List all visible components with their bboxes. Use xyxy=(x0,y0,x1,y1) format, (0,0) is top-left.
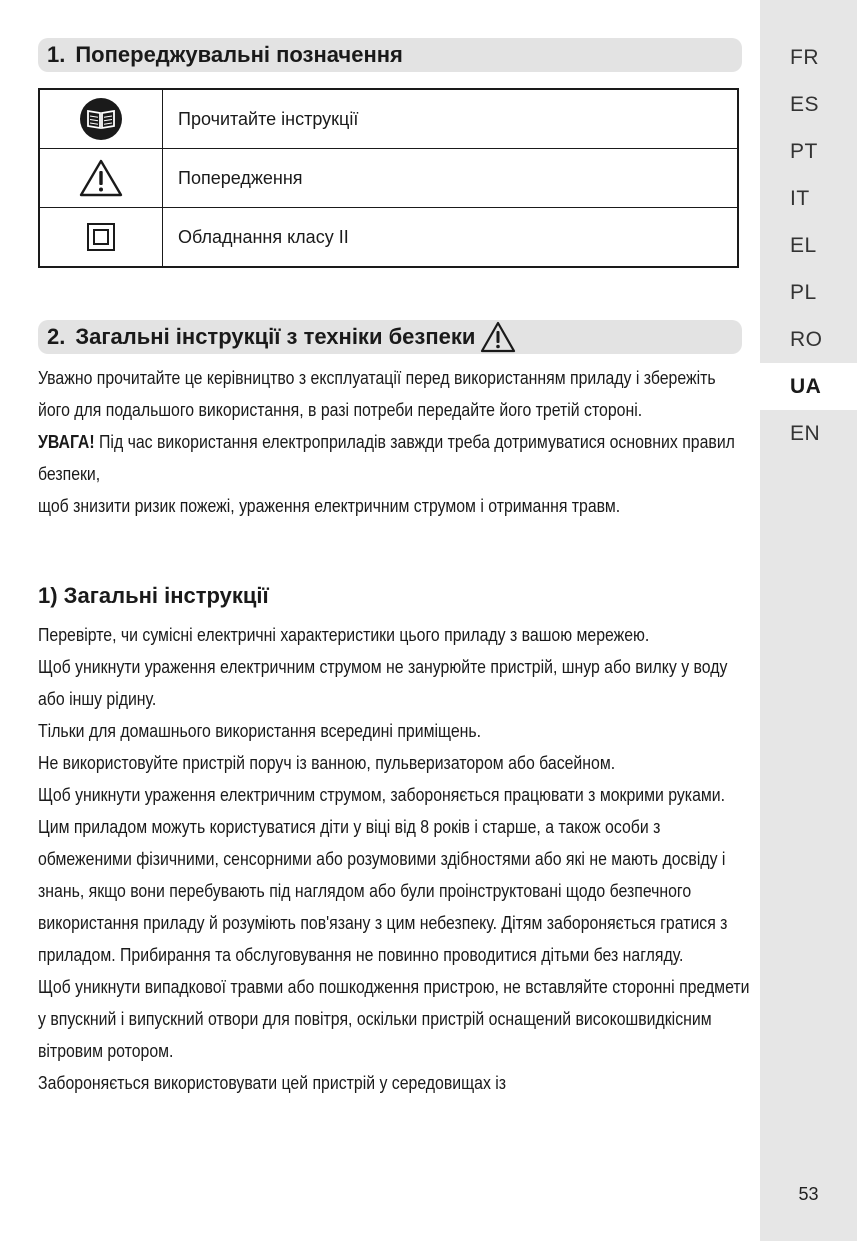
instruction-item: Не використовуйте пристрій поруч із ванною, пульверизатором або басейном. xyxy=(38,753,616,773)
symbol-icon-cell xyxy=(39,89,163,149)
language-tab-pl[interactable]: PL xyxy=(790,281,817,304)
language-sidebar xyxy=(760,0,857,1241)
instruction-item: Щоб уникнути ураження електричним струмом, забороняється працювати з мокрими руками. xyxy=(38,785,726,805)
instruction-item: Щоб уникнути випадкової травми або пошкодження пристрою, не вставляйте сторонні предмети у впускний і випускний отвори для повітря, оскільки пристрій оснащений високошвидкісним вітровим ротором. xyxy=(38,977,750,1061)
symbol-label: Попередження xyxy=(163,149,739,208)
page-number: 53 xyxy=(798,1184,819,1204)
section-heading-warning-symbols xyxy=(38,38,742,72)
instruction-item: Щоб уникнути ураження електричним струмом не занурюйте пристрій, шнур або вилку у воду або іншу рідину. xyxy=(38,657,728,709)
instruction-item: Перевірте, чи сумісні електричні характеристики цього приладу з вашою мережею. xyxy=(38,625,650,645)
section-number: 2. xyxy=(47,324,66,349)
attention-paragraph xyxy=(38,426,750,490)
instruction-item: Тільки для домашнього використання всередині приміщень. xyxy=(38,721,482,741)
language-tab-ro[interactable]: RO xyxy=(790,328,823,351)
subsection-title: 1) Загальні інструкції xyxy=(38,583,269,608)
language-tab-it[interactable]: IT xyxy=(790,187,810,210)
general-instructions xyxy=(38,619,750,1099)
table-row xyxy=(39,208,738,268)
language-tab-en[interactable]: EN xyxy=(790,422,821,445)
warning-triangle-icon xyxy=(479,320,517,354)
section-number: 1. xyxy=(47,42,66,67)
language-tab-ua-active[interactable]: UA xyxy=(760,363,857,410)
warning-triangle-icon xyxy=(78,158,124,198)
attention-label: УВАГА! xyxy=(38,432,95,452)
intro-paragraph: щоб знизити ризик пожежі, ураження електричним струмом і отримання травм. xyxy=(38,496,621,516)
language-list xyxy=(760,34,857,457)
language-tab-es[interactable]: ES xyxy=(790,93,820,116)
table-row xyxy=(39,149,738,208)
attention-text: Під час використання електроприладів завжди треба дотримуватися основних правил безпеки, xyxy=(38,432,735,484)
instruction-item: Цим приладом можуть користуватися діти у віці від 8 років і старше, а також особи з обмеженими фізичними, сенсорними або розумовими здібностями або які не мають досвіду і знань, якщо вони перебувають під наглядом або були проінструктовані щодо безпечного використання приладу й розуміють пов'язану з цим небезпеку. Дітям забороняється гратися з приладом. Прибирання та обслуговування не повинно проводитися дітьми без нагляду. xyxy=(38,817,728,965)
language-tab-fr[interactable]: FR xyxy=(790,46,819,69)
class-ii-square-icon xyxy=(86,222,116,252)
symbol-label: Прочитайте інструкції xyxy=(163,89,739,149)
language-tab-pt[interactable]: PT xyxy=(790,140,818,163)
section-title: Попереджувальні позначення xyxy=(75,42,403,67)
intro-paragraph: Уважно прочитайте це керівництво з експлуатації перед використанням приладу і збережіть його для подальшого використання, в разі потреби передайте його третій стороні. xyxy=(38,368,716,420)
section-heading-safety-instructions xyxy=(38,320,742,354)
book-instructions-icon xyxy=(79,97,123,141)
section-title: Загальні інструкції з техніки безпеки xyxy=(75,324,476,349)
table-row xyxy=(39,89,738,149)
instruction-item: Забороняється використовувати цей пристрій у середовищах із xyxy=(38,1073,507,1093)
symbols-table xyxy=(38,88,739,268)
symbol-label: Обладнання класу II xyxy=(163,208,739,268)
symbol-icon-cell xyxy=(39,149,163,208)
language-tab-el[interactable]: EL xyxy=(790,234,817,257)
symbol-icon-cell xyxy=(39,208,163,268)
safety-intro xyxy=(38,362,750,522)
